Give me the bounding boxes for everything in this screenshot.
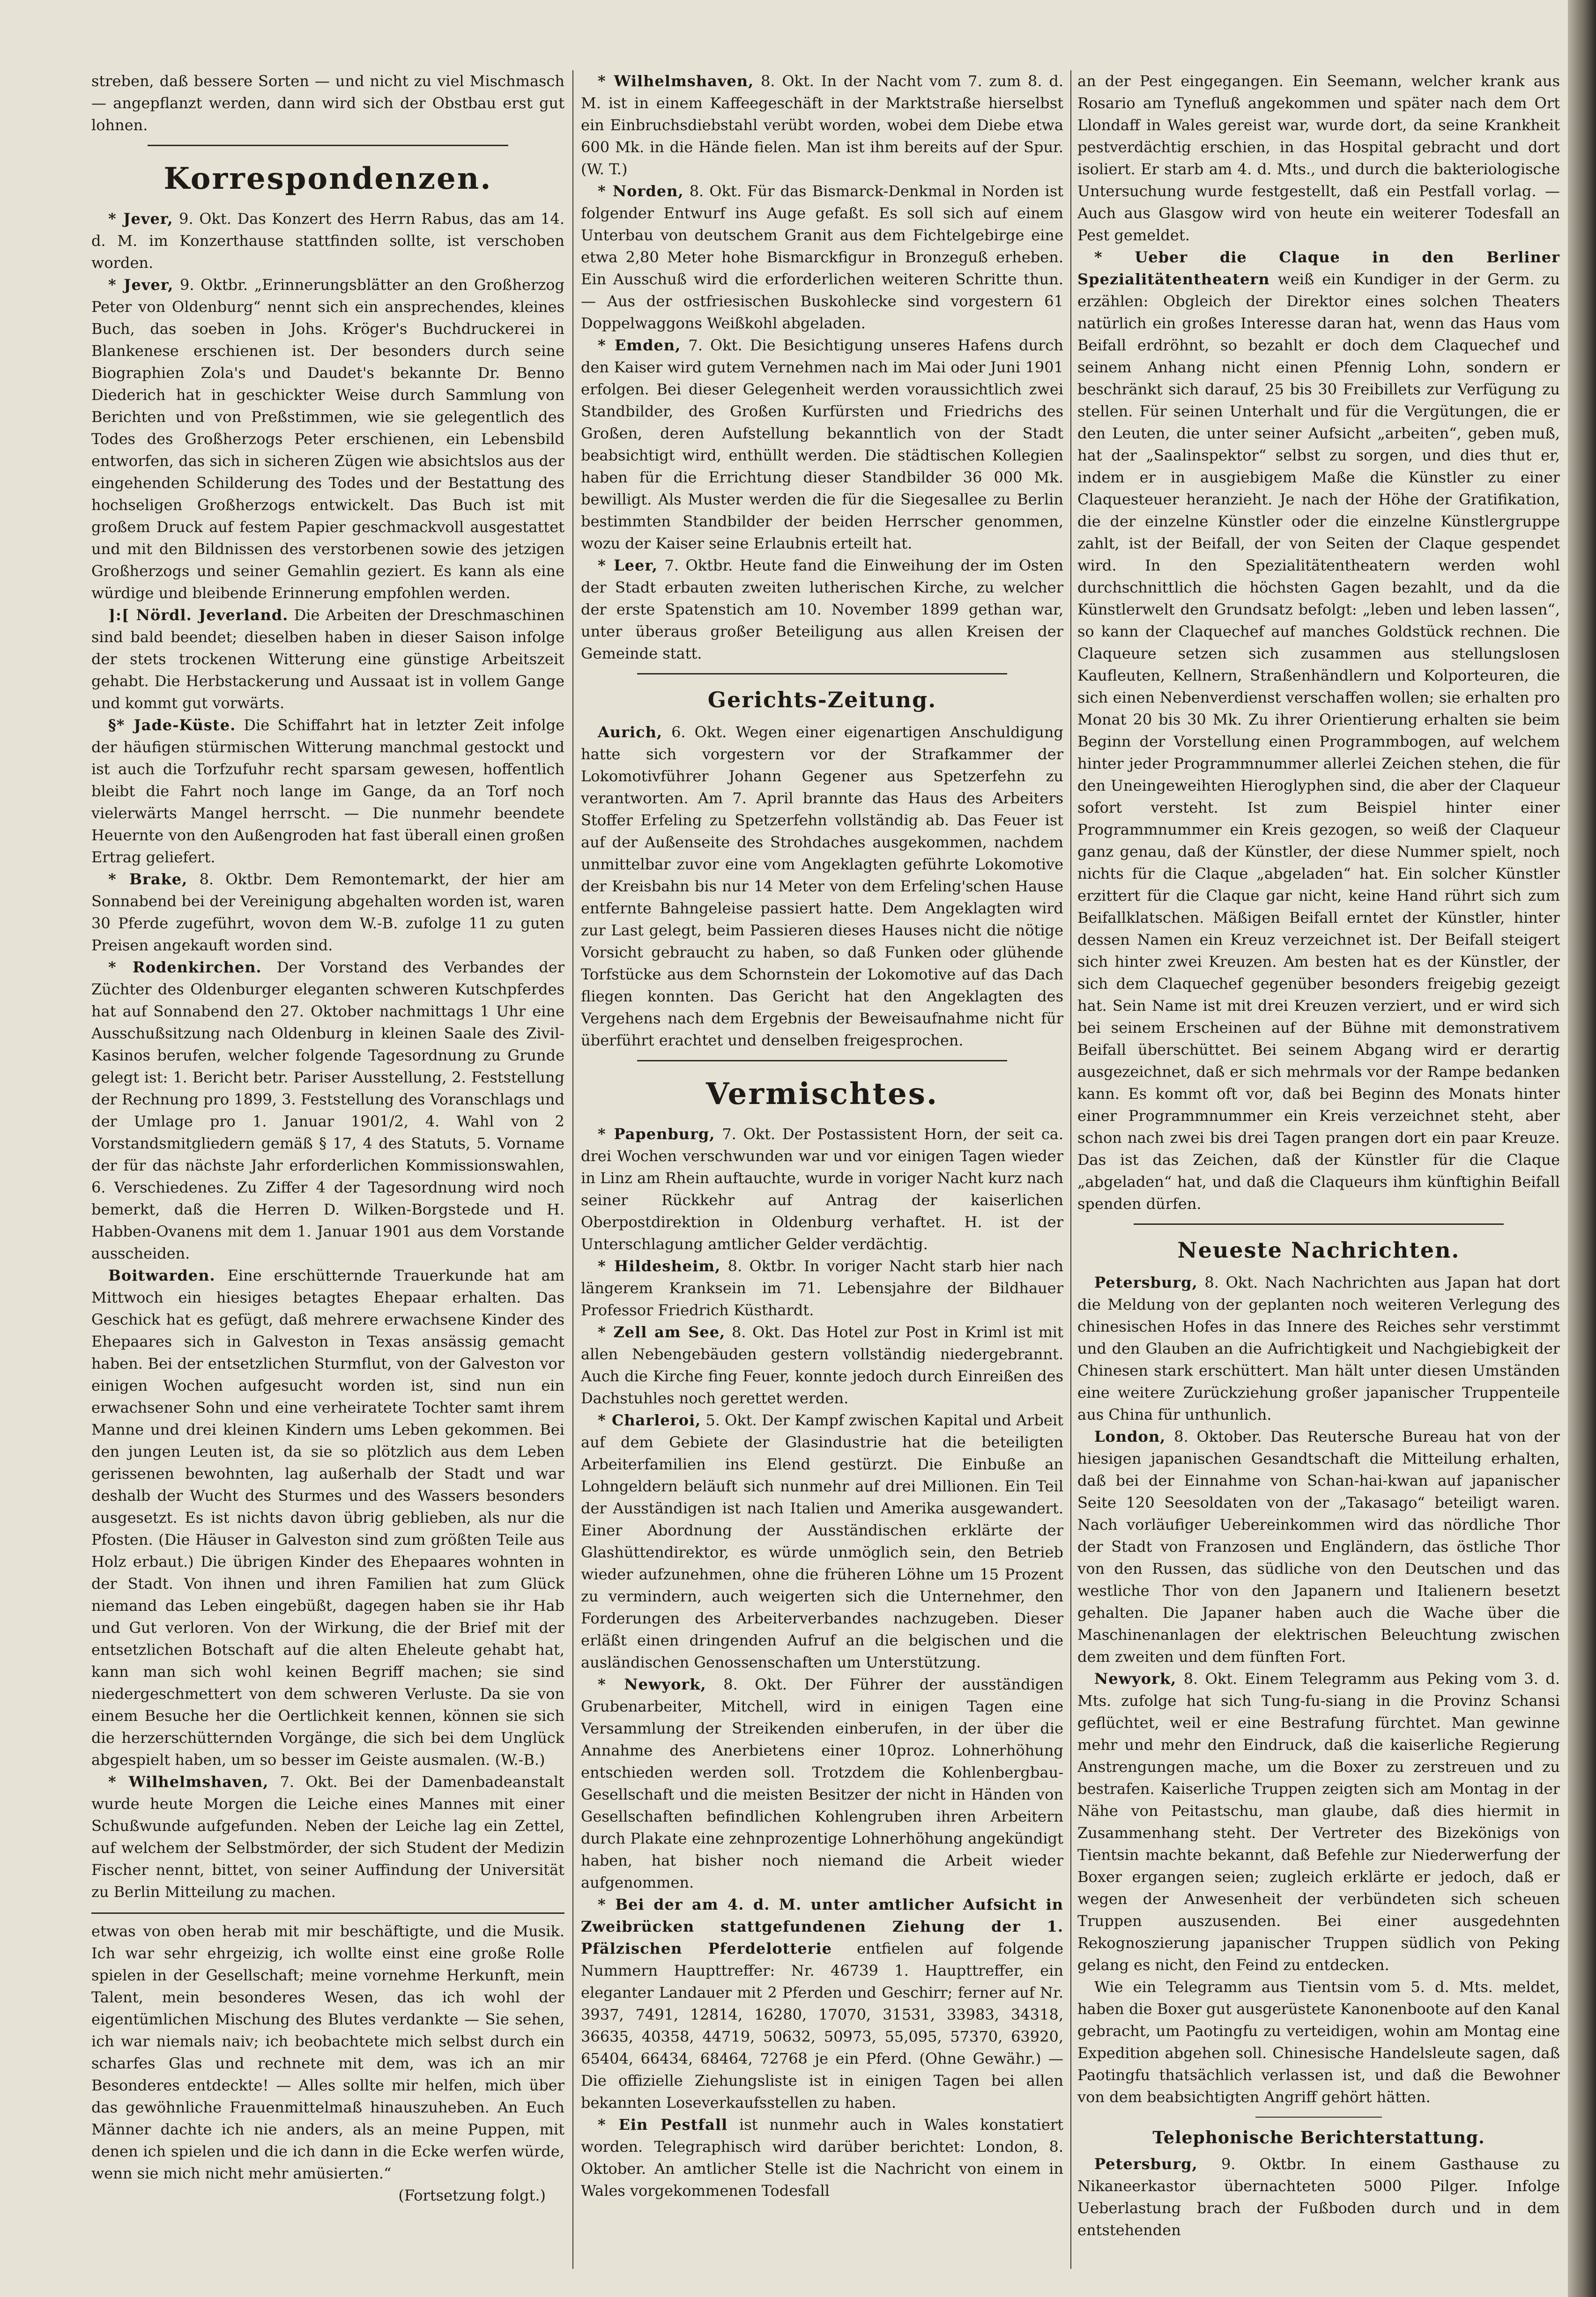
article-item	[91, 1265, 564, 1771]
article-lead: * Leer,	[598, 556, 658, 574]
article-item	[91, 1771, 564, 1903]
article-lead: §* Jade-Küste.	[108, 716, 236, 734]
column-middle	[581, 70, 1063, 2269]
article-item	[581, 555, 1063, 665]
telephone-report	[1077, 2153, 1560, 2241]
telephone-lead: Petersburg,	[1094, 2155, 1198, 2173]
article-text: ist nunmehr auch in Wales konstatiert worden. Telegraphisch wird darüber berichtet: London, 8. Oktober. An amtlicher Stelle ist die Nachricht von einem in Wales vorgekommenen Todesfall	[581, 2116, 1063, 2200]
article-lead: * Charleroi,	[598, 1411, 701, 1429]
article-lead: Petersburg,	[1094, 1274, 1198, 1291]
column-rule	[1070, 70, 1071, 2269]
article-item	[91, 208, 564, 274]
article-text: Die Schiffahrt hat in letzter Zeit infolge der häufigen stürmischen Witterung manchmal gestockt und ist auch die Torfzufuhr recht sparsam gewesen, hoffentlich bleibt die Fahrt noch lange im Gange, da an Torf noch vielerwärts Mangel herrscht. — Die nunmehr beendete Heuernte von den Außengroden hat fast überall einen großen Ertrag geliefert.	[91, 716, 564, 866]
article-text: 7. Oktbr. Heute fand die Einweihung der im Osten der Stadt erbauten zweiten lutherischen Kirche, zu welcher der erste Spatenstich am 10. November 1899 gethan war, unter überaus großer Beteiligung aus allen Kreisen der Gemeinde statt.	[581, 556, 1063, 662]
article-text: 6. Okt. Wegen einer eigenartigen Anschuldigung hatte sich vorgestern vor der Strafkammer der Lokomotivführer Johann Gegener aus Spetzerfehn zu verantworten. Am 7. April brannte das Haus des Arbeiters Stoffer Erfeling zu Spetzerfehn vollständig ab. Das Feuer ist auf der Außenseite des Strohdaches ausgekommen, nachdem unmittelbar zuvor eine vom Angeklagten geführte Lokomotive der Kreisbahn bis nur 14 Meter von dem Erfeling'schen Hause entfernte Bahngeleise passiert hatte. Dem Angeklagten wird zur Last gelegt, beim Passieren dieses Hauses nicht die nötige Vorsicht gebraucht zu haben, so daß Funken oder glühende Torfstücke aus dem Schornstein der Lokomotive auf das Dach fliegen konnten. Das Gericht hat den Angeklagten des Vergehens nach dem Ergebnis der Beweisaufnahme nicht für überführt erachtet und denselben freigesprochen.	[581, 723, 1063, 1049]
article-item	[91, 956, 564, 1265]
article-item	[581, 1321, 1063, 1409]
article-text: 7. Okt. Die Besichtigung unseres Hafens durch den Kaiser wird gutem Vernehmen nach im Mai oder Juni 1901 erfolgen. Bei dieser Gelegenheit werden voraussichtlich zwei Standbilder, des Großen Kurfürsten und Friedrichs des Großen, deren Aufstellung bekanntlich von der Stadt beabsichtigt wird, enthüllt werden. Die städtischen Kollegien haben für die Errichtung dieser Standbilder 36 000 Mk. bewilligt. Als Muster werden die für die Siegesallee zu Berlin bestimmten Standbilder der beiden Herrscher genommen, wozu der Kaiser seine Erlaubnis erteilt hat.	[581, 336, 1063, 552]
article-text: 8. Oktbr. Dem Remontemarkt, der hier am Sonnabend bei der Vereinigung abgehalten worden ist, waren 30 Pferde zugeführt, wovon dem W.-B. zufolge 11 zu guten Preisen angekauft worden sind.	[91, 870, 564, 954]
article-text: Eine erschütternde Trauerkunde hat am Mittwoch ein hiesiges betagtes Ehepaar erhalten. Das Geschick hat es gefügt, daß mehrere erwachsene Kinder des Ehepaares sich in Galveston in Texas ansässig gemacht haben. Bei der entsetzlichen Sturmflut, von der Galveston vor einigen Wochen aufgesucht worden ist, sind nun ein erwachsener Sohn und eine verheiratete Tochter samt ihrem Manne und drei kleinen Kindern ums Leben gekommen. Bei den jungen Leuten ist, da sie so plötzlich aus dem Leben gerissenen bewohnten, lag außerhalb der Stadt und war deshalb der Wucht des Sturmes und des Wassers besonders ausgesetzt. Es ist nichts davon übrig geblieben, als nur die Pfosten. (Die Häuser in Galveston sind zum größten Teile aus Holz erbaut.) Die übrigen Kinder des Ehepaares wohnten in der Stadt. Von ihnen und ihren Familien hat zum Glück niemand das Leben eingebüßt, dagegen haben sie ihr Hab und Gut verloren. Von der Wirkung, die der Brief mit der entsetzlichen Botschaft auf die alten Eheleute gehabt hat, kann man sich wohl keinen Begriff machen; sie sind niedergeschmettert von dem schweren Verluste. Da sie von einem Besuche her die Oertlichkeit kennen, können sie sich die herzerschütternden Vorgänge, die sich bei dem Unglück abgespielt haben, um so besser im Geiste ausmalen. (W.-B.)	[91, 1267, 564, 1769]
divider	[637, 1060, 1007, 1061]
article-item	[581, 1894, 1063, 2114]
article-text: Wie ein Telegramm aus Tientsin vom 5. d. Mts. meldet, haben die Boxer gut ausgerüstete Kanonenboote auf den Kanal gebracht, um Paotingfu zu verteidigen, wohin am Montag eine Expedition abgehen soll. Chinesische Handelsleute sagen, daß Paotingfu thatsächlich verlassen ist, und daß die Bewohner von dem beabsichtigten Angriff gehört hätten.	[1077, 1978, 1560, 2106]
article-text: 5. Okt. Der Kampf zwischen Kapital und Arbeit auf dem Gebiete der Glasindustrie hat die beteiligten Arbeiterfamilien ins Elend gestürzt. Die Einbuße an Lohngeldern beläuft sich nunmehr auf drei Millionen. Ein Teil der Ausständigen ist nach Italien und Amerika ausgewandert. Einer Abordnung der Ausständischen erklärte der Glashüttendirektor, es würde unmöglich sein, den Betrieb wieder aufzunehmen, ohne die früheren Löhne um 15 Prozent zu vermindern, auch weigerten sich die Unternehmer, den Forderungen des Arbeiterverbandes nachzugeben. Dieser erläßt einen dringenden Aufruf an die belgischen und die ausländischen Genossenschaften um Unterstützung.	[581, 1411, 1063, 1671]
article-lead: * Wilhelmshaven,	[598, 72, 754, 90]
feuilleton-continuation: (Fortsetzung folgt.)	[398, 2186, 546, 2204]
article-lead: * Emden,	[598, 336, 681, 354]
article-text: 8. Okt. Nach Nachrichten aus Japan hat dort die Meldung von der geplanten noch weiteren Verlegung des chinesischen Hofes in das Innere des Reiches sehr verstimmt und den Glauben an die Aufrichtigkeit und Nachgiebigkeit der Chinesen stark erschüttert. Man hält unter diesen Umständen eine weitere Zurückziehung großer japanischer Truppenteile aus China für unthunlich.	[1077, 1274, 1560, 1423]
article-lead: * Norden,	[598, 182, 684, 200]
article-lead: Aurich,	[598, 723, 662, 741]
article-text: 8. Oktober. Das Reutersche Bureau hat von der hiesigen japanischen Gesandtschaft die Mitteilung erhalten, daß bei der Einnahme von Schan-hai-kwan auf japanischer Seite 120 Seesoldaten von der „Takasago“ beteiligt waren. Nach vorläufiger Uebereinkommen wird das nördliche Thor der Stadt von Franzosen und Engländern, das östliche Thor von den Russen, das südliche von den Deutschen und das westliche Thor von den Japanern und Italienern besetzt gehalten. Die Japaner haben auch die Wache über die Maschinenanlagen der elektrischen Beleuchtung zwischen dem zweiten und dem fünften Fort.	[1077, 1428, 1560, 1666]
article-lead: Boitwarden.	[108, 1267, 215, 1284]
divider	[1134, 1223, 1504, 1225]
section-heading-neueste-nachrichten: Neueste Nachrichten.	[1177, 1237, 1460, 1263]
article-lead: * Rodenkirchen.	[108, 958, 262, 976]
news-list-top	[581, 70, 1063, 665]
column-left	[91, 70, 564, 2269]
court-list	[581, 721, 1063, 1052]
article-lead: * Papenburg,	[598, 1125, 715, 1143]
article-item	[91, 714, 564, 868]
article-item	[581, 721, 1063, 1052]
article-item	[581, 334, 1063, 555]
article-text: 7. Okt. Der Postassistent Horn, der seit ca. drei Wochen verschwunden war und vor einigen Tagen wieder in Linz am Rhein auftauchte, wurde in voriger Nacht kurz nach seiner Rückkehr auf Antrag der kaiserlichen Oberpostdirektion in Oldenburg verhaftet. H. ist der Unterschlagung amtlicher Gelder verdächtig.	[581, 1125, 1063, 1253]
article-text: 8. Okt. Für das Bismarck-Denkmal in Norden ist folgender Entwurf ins Auge gefaßt. Es soll sich auf einem Unterbau von deutschem Granit aus dem Fichtelgebirge eine etwa 2,80 Meter hohe Bismarckfigur in Bronzeguß erheben. Ein Ausschuß wird die erforderlichen weiteren Schritte thun. — Aus der ostfriesischen Buskohlecke sind vorgestern 61 Doppelwaggons Weißkohl abgeladen.	[581, 182, 1063, 332]
article-item	[1077, 1976, 1560, 2108]
column-rule	[572, 70, 573, 2269]
article-lead: ]:[ Nördl. Jeverland.	[108, 606, 289, 624]
article-text: 7. Okt. Bei der Damenbadeanstalt wurde heute Morgen die Leiche eines Mannes mit einer Schußwunde aufgefunden. Neben der Leiche lag ein Zettel, auf welchem der Selbstmörder, der sich Student der Medizin Fischer nennt, bittet, von seiner Auffindung der Universität zu Berlin Mitteilung zu machen.	[91, 1773, 564, 1901]
article-item	[581, 1409, 1063, 1674]
article-lead: * Brake,	[108, 870, 188, 888]
article-text: Die Arbeiten der Dreschmaschinen sind bald beendet; dieselben haben in dieser Saison infolge der stets trockenen Witterung eine günstige Arbeitszeit gehabt. Die Herbstackerung und Aussaat ist in vollem Gange und kommt gut vorwärts.	[91, 606, 564, 712]
article-text: 8. Oktbr. In voriger Nacht starb hier nach längerem Kranksein im 71. Lebensjahre der Bildhauer Professor Friedrich Küsthardt.	[581, 1257, 1063, 1319]
article-item	[581, 70, 1063, 180]
claque-lead: * Ueber die Claque in den Berliner Spezialitätentheatern	[1077, 248, 1560, 288]
article-item	[1077, 1272, 1560, 1426]
article-item	[581, 180, 1063, 334]
article-item	[581, 2114, 1063, 2202]
article-text: 8. Okt. Das Hotel zur Post in Kriml ist mit allen Nebengebäuden gestern vollständig niedergebrannt. Auch die Kirche fing Feuer, konnte jedoch durch Einreißen des Dachstuhles noch gerettet werden.	[581, 1323, 1063, 1407]
divider	[637, 673, 1007, 674]
article-lead: * Zell am See,	[598, 1323, 726, 1341]
section-heading-gerichts-zeitung: Gerichts-Zeitung.	[707, 687, 937, 712]
article-item	[91, 274, 564, 604]
article-lead: * Hildesheim,	[598, 1257, 721, 1275]
section-heading-korrespondenzen: Korrespondenzen.	[163, 161, 492, 196]
article-lead: * Bei der am 4. d. M. unter amtlicher Aufsicht in Zweibrücken stattgefundenen Ziehung der 1. Pfälzischen Pferdelotterie	[581, 1896, 1063, 1957]
article-item	[1077, 1426, 1560, 1668]
article-lead: * Jever,	[108, 210, 173, 228]
column-right	[1077, 70, 1560, 2269]
article-item	[581, 1674, 1063, 1894]
claque-text: weiß ein Kundiger in der Germ. zu erzählen: Obgleich der Direktor eines solchen Theaters natürlich ein großes Interesse daran hat, wenn das Haus vom Beifall erdröhnt, so bezahlt er doch dem Claquechef und seinem Anhang nicht einen Pfennig Lohn, sondern er beschränkt sich darauf, 25 bis 30 Freibillets zur Verfügung zu stellen. Für seinen Unterhalt und für die Vergütungen, die er den Leuten, die unter seiner Aufsicht „arbeiten“, geben muß, hat der „Saalinspektor“ selbst zu sorgen, und dies thut er, indem er in ausgiebigem Maße die Künstler zu einer Claquesteuer heranzieht. Je nach der Höhe der Gratifikation, die der einzelne Künstler oder die einzelne Künstlergruppe zahlt, ist der Beifall, der von Seiten der Claque gespendet wird. In den Spezialitätentheatern werden wohl durchschnittlich die höchsten Gagen bezahlt, und da die Künstlerwelt den Grundsatz befolgt: „leben und leben lassen“, so kann der Claquechef auf manches Goldstück rechnen. Die Claqueure setzen sich zusammen aus stellungslosen Kaufleuten, Kellnern, Straßenhändlern und Kolporteuren, die sich einen Nebenverdienst verschaffen wollen; sie erhalten pro Monat 20 bis 30 Mk. Zu ihrer Orientierung erhalten sie beim Beginn der Vorstellung einen Programmbogen, auf welchem hinter jeder Programmnummer allerlei Zeichen stehen, die für den Uneingeweihten Hieroglyphen sind, die aber der Claqueur sofort versteht. Ist zum Beispiel hinter einer Programmnummer ein Kreis gezogen, so weiß der Claqueur ganz genau, daß der Künstler, der diese Nummer spielt, noch nichts für die Claque „abgeladen“ hat. Ein solcher Künstler erzittert für die Claque gar nicht, keine Hand rührt sich zum Beifallklatschen. Mäßigen Beifall erntet der Künstler, hinter dessen Namen ein Kreuz verzeichnet ist. Der Beifall steigert sich hinter zwei Kreuzen. Am besten hat es der Künstler, der sich dem Claquechef gegenüber besonders freigebig gezeigt hat. Sein Name ist mit drei Kreuzen verziert, und er wird sich bei seinem Erscheinen auf der Bühne mit demonstrativem Beifall überschüttet. Bei seinem Abgang wird er derartig ausgezeichnet, daß er sich mehrmals vor der Rampe bedanken kann. Es kommt oft vor, daß bei Beginn des Monats hinter einer Programmnummer ein Kreis verzeichnet steht, aber schon nach zwei bis drei Tagen prangen dort ein paar Kreuze. Das ist das Zeichen, daß der Künstler für die Claque „abgeladen“ hat, und daß die Claqueurs ihm künftighin Beifall spenden dürfen.	[1077, 270, 1560, 1213]
section-heading-telephonisch: Telephonische Berichterstattung.	[1152, 2128, 1485, 2148]
intro-paragraph: streben, daß bessere Sorten — und nicht zu viel Mischmasch — angepflanzt werden, dann wird sich der Obstbau erst gut lohnen.	[91, 72, 564, 134]
korrespondenzen-list	[91, 208, 564, 1903]
article-text: 9. Oktbr. „Erinnerungsblätter an den Großherzog Peter von Oldenburg“ nennt sich ein ansprechendes, kleines Buch, das soeben in Johs. Kröger's Buchdruckerei in Blankenese erschienen ist. Der besonders durch seine Biographien Zola's und Daudet's bekannte Dr. Benno Diederich hat in geschickter Weise durch Sammlung von Berichten und von Preßstimmen, wie sie gelegentlich des Todes des Großherzogs Peter erschienen, ein Lebensbild entworfen, das sich in sicheren Zügen wie absichtslos aus der eingehenden Schilderung des Todes und der Bestattung des hochseligen Großherzogs entwickelt. Das Buch ist mit großem Druck auf festem Papier geschmackvoll ausgestattet und mit den Bildnissen des verstorbenen sowie des jetzigen Großherzogs und seiner Gemahlin geziert. Es kann als eine würdige und bleibende Erinnerung empfohlen werden.	[91, 276, 564, 602]
divider	[1255, 2117, 1382, 2118]
claque-article	[1077, 246, 1560, 1215]
article-item	[91, 604, 564, 714]
article-text: 9. Okt. Das Konzert des Herrn Rabus, das am 14. d. M. im Konzerthause stattfinden sollte, ist verschoben worden.	[91, 210, 564, 272]
telephone-text: 9. Oktbr. In einem Gasthause zu Nikaneerkastor übernachteten 5000 Pilger. Infolge Ueberlastung brach der Fußboden durch und in dem entstehenden	[1077, 2155, 1560, 2239]
section-heading-vermischtes: Vermischtes.	[705, 1076, 939, 1111]
article-lead: London,	[1094, 1428, 1166, 1445]
pest-continuation: an der Pest eingegangen. Ein Seemann, welcher krank aus Rosario am Tynefluß angekommen und später nach dem Ort Llondaff in Wales gereist war, wurde dort, da seine Krankheit pestverdächtig erschien, in das Hospital gebracht und dort isoliert. Er starb am 4. d. Mts., und durch die bakteriologische Untersuchung wurde festgestellt, daß ein Pestfall vorlag. — Auch aus Glasgow wird von heute ein weiterer Todesfall an Pest gemeldet.	[1077, 72, 1560, 244]
article-lead: Newyork,	[1094, 1670, 1177, 1688]
article-text: 8. Okt. Der Führer der ausständigen Grubenarbeiter, Mitchell, wird in einigen Tagen eine Versammlung der Streikenden einberufen, in der über die Annahme des Anerbietens einer 10proz. Lohnerhöhung entschieden werden soll. Trotzdem die Kohlenbergbau-Gesellschaft und die meisten Besitzer der nicht in Händen von Gesellschaften befindlichen Kohlengruben ihren Arbeitern durch Plakate eine zehnprozentige Lohnerhöhung angekündigt haben, hat bisher noch niemand die Arbeit wieder aufgenommen.	[581, 1675, 1063, 1891]
article-text: 8. Okt. In der Nacht vom 7. zum 8. d. M. ist in einem Kaffeegeschäft in der Marktstraße hierselbst ein Einbruchsdiebstahl verübt worden, wobei dem Diebe etwa 600 Mk. in die Hände fielen. Man ist ihm bereits auf der Spur. (W. T.)	[581, 72, 1063, 178]
misc-list	[581, 1123, 1063, 2202]
article-text: 8. Okt. Einem Telegramm aus Peking vom 3. d. Mts. zufolge hat sich Tung-fu-siang in die Provinz Schansi geflüchtet, weil er eine Bestrafung fürchtet. Man gewinne mehr und mehr den Eindruck, daß die kaiserliche Regierung Anstrengungen mache, um die Boxer zu zerstreuen und zu bestrafen. Kaiserliche Truppen zeigten sich am Montag in der Nähe von Peitastschu, man glaube, daß dies hiermit in Zusammenhang steht. Der Vertreter des Bizekönigs von Tientsin machte bekannt, daß Befehle zur Niederwerfung der Boxer ergangen seien; zugleich erklärte er jedoch, daß er wegen der Anwesenheit der verbündeten sich scheuen Truppen auszusenden. Bei einer ausgedehnten Rekognoszierung japanischer Truppen südlich von Peking gelang es nicht, den Feind zu entdecken.	[1077, 1670, 1560, 1974]
article-lead: * Ein Pestfall	[598, 2116, 728, 2134]
article-text: Der Vorstand des Verbandes der Züchter des Oldenburger eleganten schweren Kutschpferdes hat auf Sonnabend den 27. Oktober nachmittags 1 Uhr eine Ausschußsitzung nach Oldenburg in kleinen Saale des Zivil-Kasinos berufen, welcher folgende Tagesordnung zu Grunde gelegt ist: 1. Bericht betr. Pariser Ausstellung, 2. Feststellung der Rechnung pro 1899, 3. Feststellung des Voranschlags und der Umlage pro 1. Januar 1901/2, 4. Wahl von 2 Vorstandsmitgliedern gemäß § 17, 4 des Statuts, 5. Vorname der für das nächste Jahr erforderlichen Kommissionswahlen, 6. Verschiedenes. Zu Ziffer 4 der Tagesordnung wird noch bemerkt, daß die Herren D. Wilken-Borgstede und H. Habben-Ovanens mit dem 1. Januar 1901 aus dem Vorstande ausscheiden.	[91, 958, 564, 1262]
article-lead: * Newyork,	[598, 1675, 706, 1693]
article-text: entfielen auf folgende Nummern Haupttreffer: Nr. 46739 1. Haupttreffer, ein eleganter Landauer mit 2 Pferden und Geschirr; ferner auf Nr. 3937, 7491, 12814, 16280, 17070, 31531, 33983, 34318, 36635, 40358, 44719, 50632, 50973, 55,095, 57370, 63920, 65404, 66434, 68464, 72768 je ein Pferd. (Ohne Gewähr.) — Die offizielle Ziehungsliste ist in einigen Tagen bei allen bekannten Loseverkaufsstellen zu haben.	[581, 1940, 1063, 2112]
article-lead: * Wilhelmshaven,	[108, 1773, 269, 1791]
feuilleton-divider	[91, 1912, 564, 1914]
latest-news-list	[1077, 1272, 1560, 2108]
feuilleton-text: etwas von oben herab mit mir beschäftigte, und die Musik. Ich war sehr ehrgeizig, ich wollte einst eine große Rolle spielen in der Gesellschaft; meine vornehme Herkunft, mein Talent, mein besonderes Wesen, das ich wohl der eigentümlichen Mischung des Blutes verdankte — Sie sehen, ich war niemals naiv; ich beobachtete mich selbst durch ein scharfes Glas und rechnete mit dem, was ich an mir Besonderes entdeckte! — Alles sollte mir helfen, mich über das gewöhnliche Frauenmittelmaß hinauszuheben. An Euch Männer dachte ich nie anders, als an meine Puppen, mit denen ich spielen und die ich dann in die Ecke werfen würde, wenn sie mich nicht mehr amüsierten.“	[91, 1922, 564, 2182]
article-item	[91, 868, 564, 956]
article-item	[581, 1255, 1063, 1321]
divider	[148, 145, 508, 146]
article-lead: * Jever,	[108, 276, 174, 294]
article-item	[581, 1123, 1063, 1255]
binding-edge	[1568, 0, 1596, 2297]
article-item	[1077, 1668, 1560, 1976]
